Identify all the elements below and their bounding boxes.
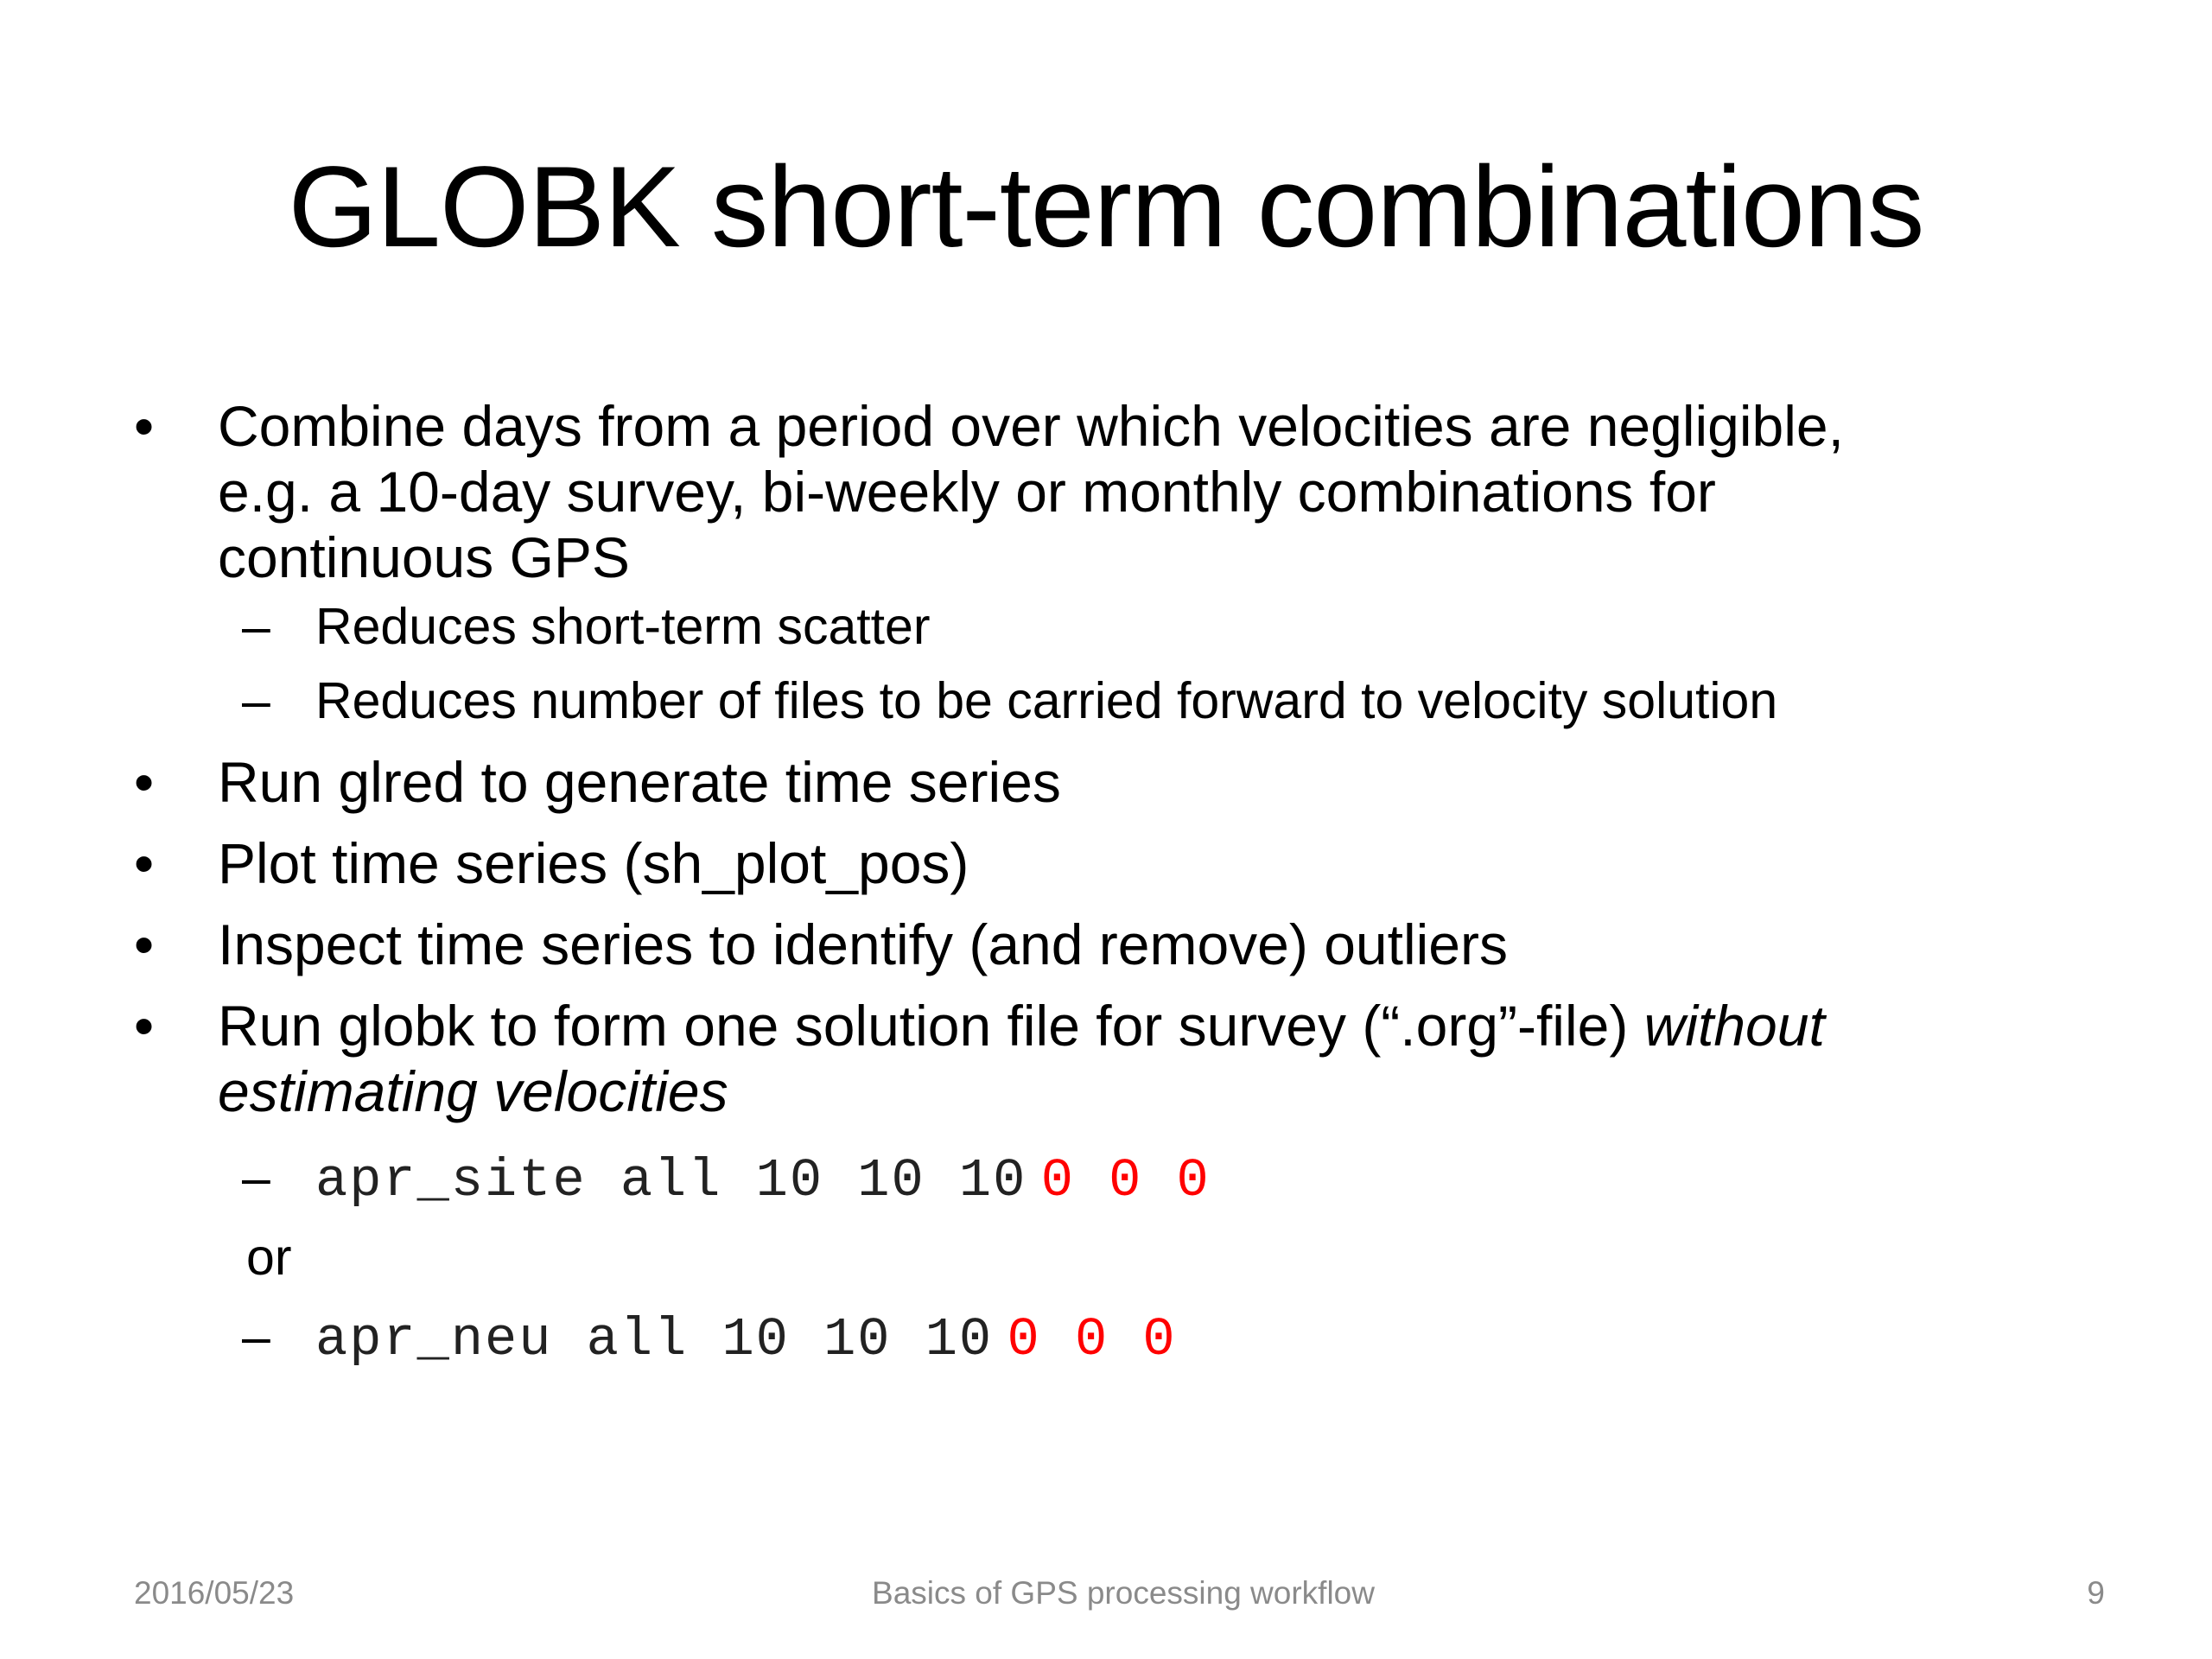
bullet-text-italic: estimating velocities [218, 1059, 728, 1123]
bullet-item [134, 993, 2078, 1124]
command-line [134, 1143, 2078, 1216]
dash-icon: – [242, 672, 270, 729]
command-text: apr_site all 10 10 10 [315, 1150, 1027, 1211]
bullet-text-line [218, 1058, 2078, 1124]
bullet-text-line: e.g. a 10-day survey, bi-weekly or monthly combinations for [218, 460, 1716, 524]
bullet-text: Inspect time series to identify (and remove) outliers [218, 912, 1508, 976]
bullet-text-italic: without [1643, 994, 1825, 1058]
bullet-icon: • [134, 394, 155, 458]
bullet-text-line: Combine days from a period over which velocities are negligible, [218, 394, 1844, 458]
slide-body [134, 393, 2078, 1375]
bullet-text-line: continuous GPS [218, 525, 630, 589]
dash-icon: – [242, 1308, 270, 1365]
bullet-item [134, 830, 2078, 896]
bullet-text-line [218, 993, 2078, 1058]
dash-icon: – [242, 598, 270, 655]
slide-title: GLOBK short-term combinations [288, 143, 1924, 271]
footer-title: Basics of GPS processing workflow [872, 1575, 1375, 1611]
bullet-text: Plot time series (sh_plot_pos) [218, 831, 969, 895]
command-line [134, 1302, 2078, 1375]
bullet-item [134, 749, 2078, 815]
bullet-text: Run globk to form one solution file for survey (“.org”-file) [218, 994, 1644, 1058]
bullet-text: Run glred to generate time series [218, 750, 1061, 814]
command-text: apr_neu all 10 10 10 [315, 1309, 994, 1370]
bullet-item [134, 393, 2078, 590]
or-text: or [246, 1229, 292, 1286]
sub-bullet-text: Reduces number of files to be carried forward to velocity solution [315, 672, 1778, 729]
sub-bullet-item [134, 597, 2078, 656]
page-number: 9 [2087, 1575, 2105, 1611]
footer-date: 2016/05/23 [134, 1575, 295, 1611]
dash-icon: – [242, 1149, 270, 1206]
bullet-icon: • [134, 912, 155, 976]
command-zeros: 0 0 0 [1040, 1150, 1211, 1211]
command-zeros: 0 0 0 [1007, 1309, 1177, 1370]
bullet-item [134, 912, 2078, 977]
bullet-icon: • [134, 994, 155, 1058]
bullet-icon: • [134, 750, 155, 814]
bullet-icon: • [134, 831, 155, 895]
sub-bullet-item [134, 671, 2078, 730]
sub-bullet-text: Reduces short-term scatter [315, 598, 931, 655]
